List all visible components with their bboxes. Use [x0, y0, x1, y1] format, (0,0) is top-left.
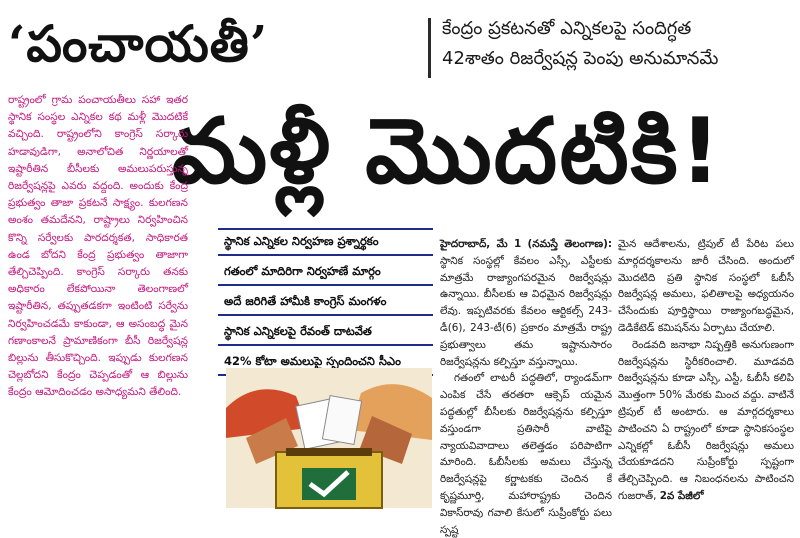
pointer-item: 42% కోటా అమలుపై స్పందించని సీఎం	[218, 350, 433, 376]
article-column-middle	[440, 236, 612, 536]
lead-paragraph: రాష్ట్రంలో గ్రామ పంచాయతీలు సహా ఇతర స్థానిక సంస్థల ఎన్నికల కథ మళ్లీ మొదటికే వచ్చింది. రాష్ట్రంలోని కాంగ్రెస్ సర్కారు హడావుడిగా, అనాలోచిత నిర్ణయాలతో ఇష్టారీతిన బీసీలకు అమలుపరుస్తున్న రిజర్వేషన్లపై ఎవరు వద్దంది. అందుకు కేంద్ర ప్రభుత్వం తాజా ప్రకటనే సాక్ష్యం. కులగణన అంశం తమదేనని, రాష్ట్రాలు నిర్వహించిన కొన్ని సర్వేలకు పారదర్శకత, సాధికారత ఉండ బోదని కేంద్ర ప్రభుత్వం తాజాగా తేల్చిచెప్పింది. కాంగ్రెస్ సర్కారు తనకు అధికారం లేకపోయినా తెలంగాణలో ఇష్టారీతిన, తప్పుతడకగా ఇంటింటి సర్వేను నిర్వహించడమే కాకుండా, ఆ అసంబద్ధ మైన గణాంకాలనే ప్రామాణికంగా బీసీ రిజర్వేషన్ల బిల్లును తీసుకొచ్చింది. ఇప్పుడు కులగణన చెల్లబోదని కేంద్రం చెప్పడంతో ఆ బిల్లును కేంద్రం ఆమోదించడం అసాధ్యమని తేలింది.	[8, 94, 188, 399]
ballot-box-image	[226, 368, 432, 508]
continued-on-page[interactable]: 2వ పేజీలో	[659, 489, 704, 502]
pointer-item: అదే జరిగితే హామీకి కాంగ్రెస్ మంగళం	[218, 290, 433, 316]
article-paragraph	[618, 337, 794, 505]
paragraph-text: స్థానిక సంస్థల్లో కేవలం ఎస్సీ, ఎస్టీలకు మాత్రమే రాజ్యాంగపరమైన రిజర్వేషన్లు ఉన్నాయి. బీసీలకు ఆ విధమైన రిజర్వేషన్లు లేవు. ఇప్పటివరకు కేవలం ఆర్టికల్స్ 243-డీ(6), 243-టీ(6) ప్రకారం మాత్రమే రాష్ట్ర ప్రభుత్వాలు తమ ఇష్టానుసారం రిజర్వేషన్లను కల్పిస్తూ వస్తున్నాయి.	[440, 254, 612, 368]
ballot-box-illustration	[226, 368, 432, 508]
article-paragraph: మైన ఆదేశాలను, ట్రిపుల్ టీ పేరిట పలు మార్గదర్శకాలను జారీ చేసింది. అందులో మొదటిది ప్రతి స్థానిక సంస్థలో ఓబీసీ రిజర్వేషన్ల అమలు, ఫలితాలపై అధ్యయనం చేసేందుకు పూర్తిస్థాయి రాజ్యాంగబద్ధమైన, డెడికేటెడ్ కమిషన్‌ను ఏర్పాటు చేయాలి.	[618, 238, 794, 334]
paragraph-text: రెండవది జనాభా నిష్పత్తికి అనుగుణంగా రిజర్వేషన్లను స్థిరీకరించాలి. మూడవది రిజర్వేషన్లను కూడా ఎస్సీ, ఎస్టీ, ఓబీసీ కలిపి మొత్తంగా 50% మేరకు మించ వద్దు. వాటినే ట్రిపుల్ టీ అంటారు. ఆ మార్గదర్శకాలు పాటించని ఏ రాష్ట్రంలో కూడా స్థానికసంస్థల ఎన్నికల్లో ఓబీసీ రిజర్వేషన్లు అమలు చేయకూడదని సుప్రీంకోర్టు స్పష్టంగా తేల్చిచెప్పింది. ఆ నిబంధనలను పాటించని గుజరాత్,	[618, 338, 794, 502]
deck-line-1: కేంద్రం ప్రకటనతో ఎన్నికలపై సందిగ్ధత	[442, 18, 692, 39]
pointer-item: స్థానిక ఎన్నికలపై రేవంత్ దాటవేత	[218, 320, 433, 346]
article-paragraph	[440, 236, 612, 370]
headline: మళ్లీ మొదటికి!	[172, 99, 723, 204]
pointer-item: స్థానిక ఎన్నికల నిర్వహణ ప్రశ్నార్థకం	[218, 228, 433, 256]
article-column-right	[618, 236, 794, 506]
deck	[442, 14, 794, 74]
pointer-item: గతంలో మాదిరిగా నిర్వహణే మార్గం	[218, 260, 433, 286]
deck-line-2: 42శాతం రిజర్వేషన్ల పెంపు అనుమానమే	[442, 48, 719, 69]
kicker-title: ‘పంచాయతీ’	[8, 14, 269, 73]
deck-divider	[428, 18, 431, 78]
article-paragraph: గతంలో లాటరీ పద్ధతిలో, ర్యాండమ్‌గా ఎంపిక చేసే తరతరా ఆక్సెప్ యమైన పద్ధతుల్లో బీసీలకు రిజర్వేషన్లను కల్పిస్తూ వస్తుండగా ప్రతిసారీ వాటిపై న్యాయవివాదాలు తలెత్తడం పరిపాటిగా మారింది. ఓబీసీలకు అమలు చేస్తున్న రిజర్వేషన్లపై కర్ణాటకకు చెందిన కే కృష్ణమూర్తి, మహారాష్ట్రకు చెందిన వికాస్‌రావు గవాలి కేసులో సుప్రీంకోర్టు పలు స్పష్ట	[440, 372, 612, 536]
highlight-pointers	[218, 228, 433, 380]
dateline: హైదరాబాద్, మే 1 (నమస్తే తెలంగాణ):	[440, 238, 612, 250]
